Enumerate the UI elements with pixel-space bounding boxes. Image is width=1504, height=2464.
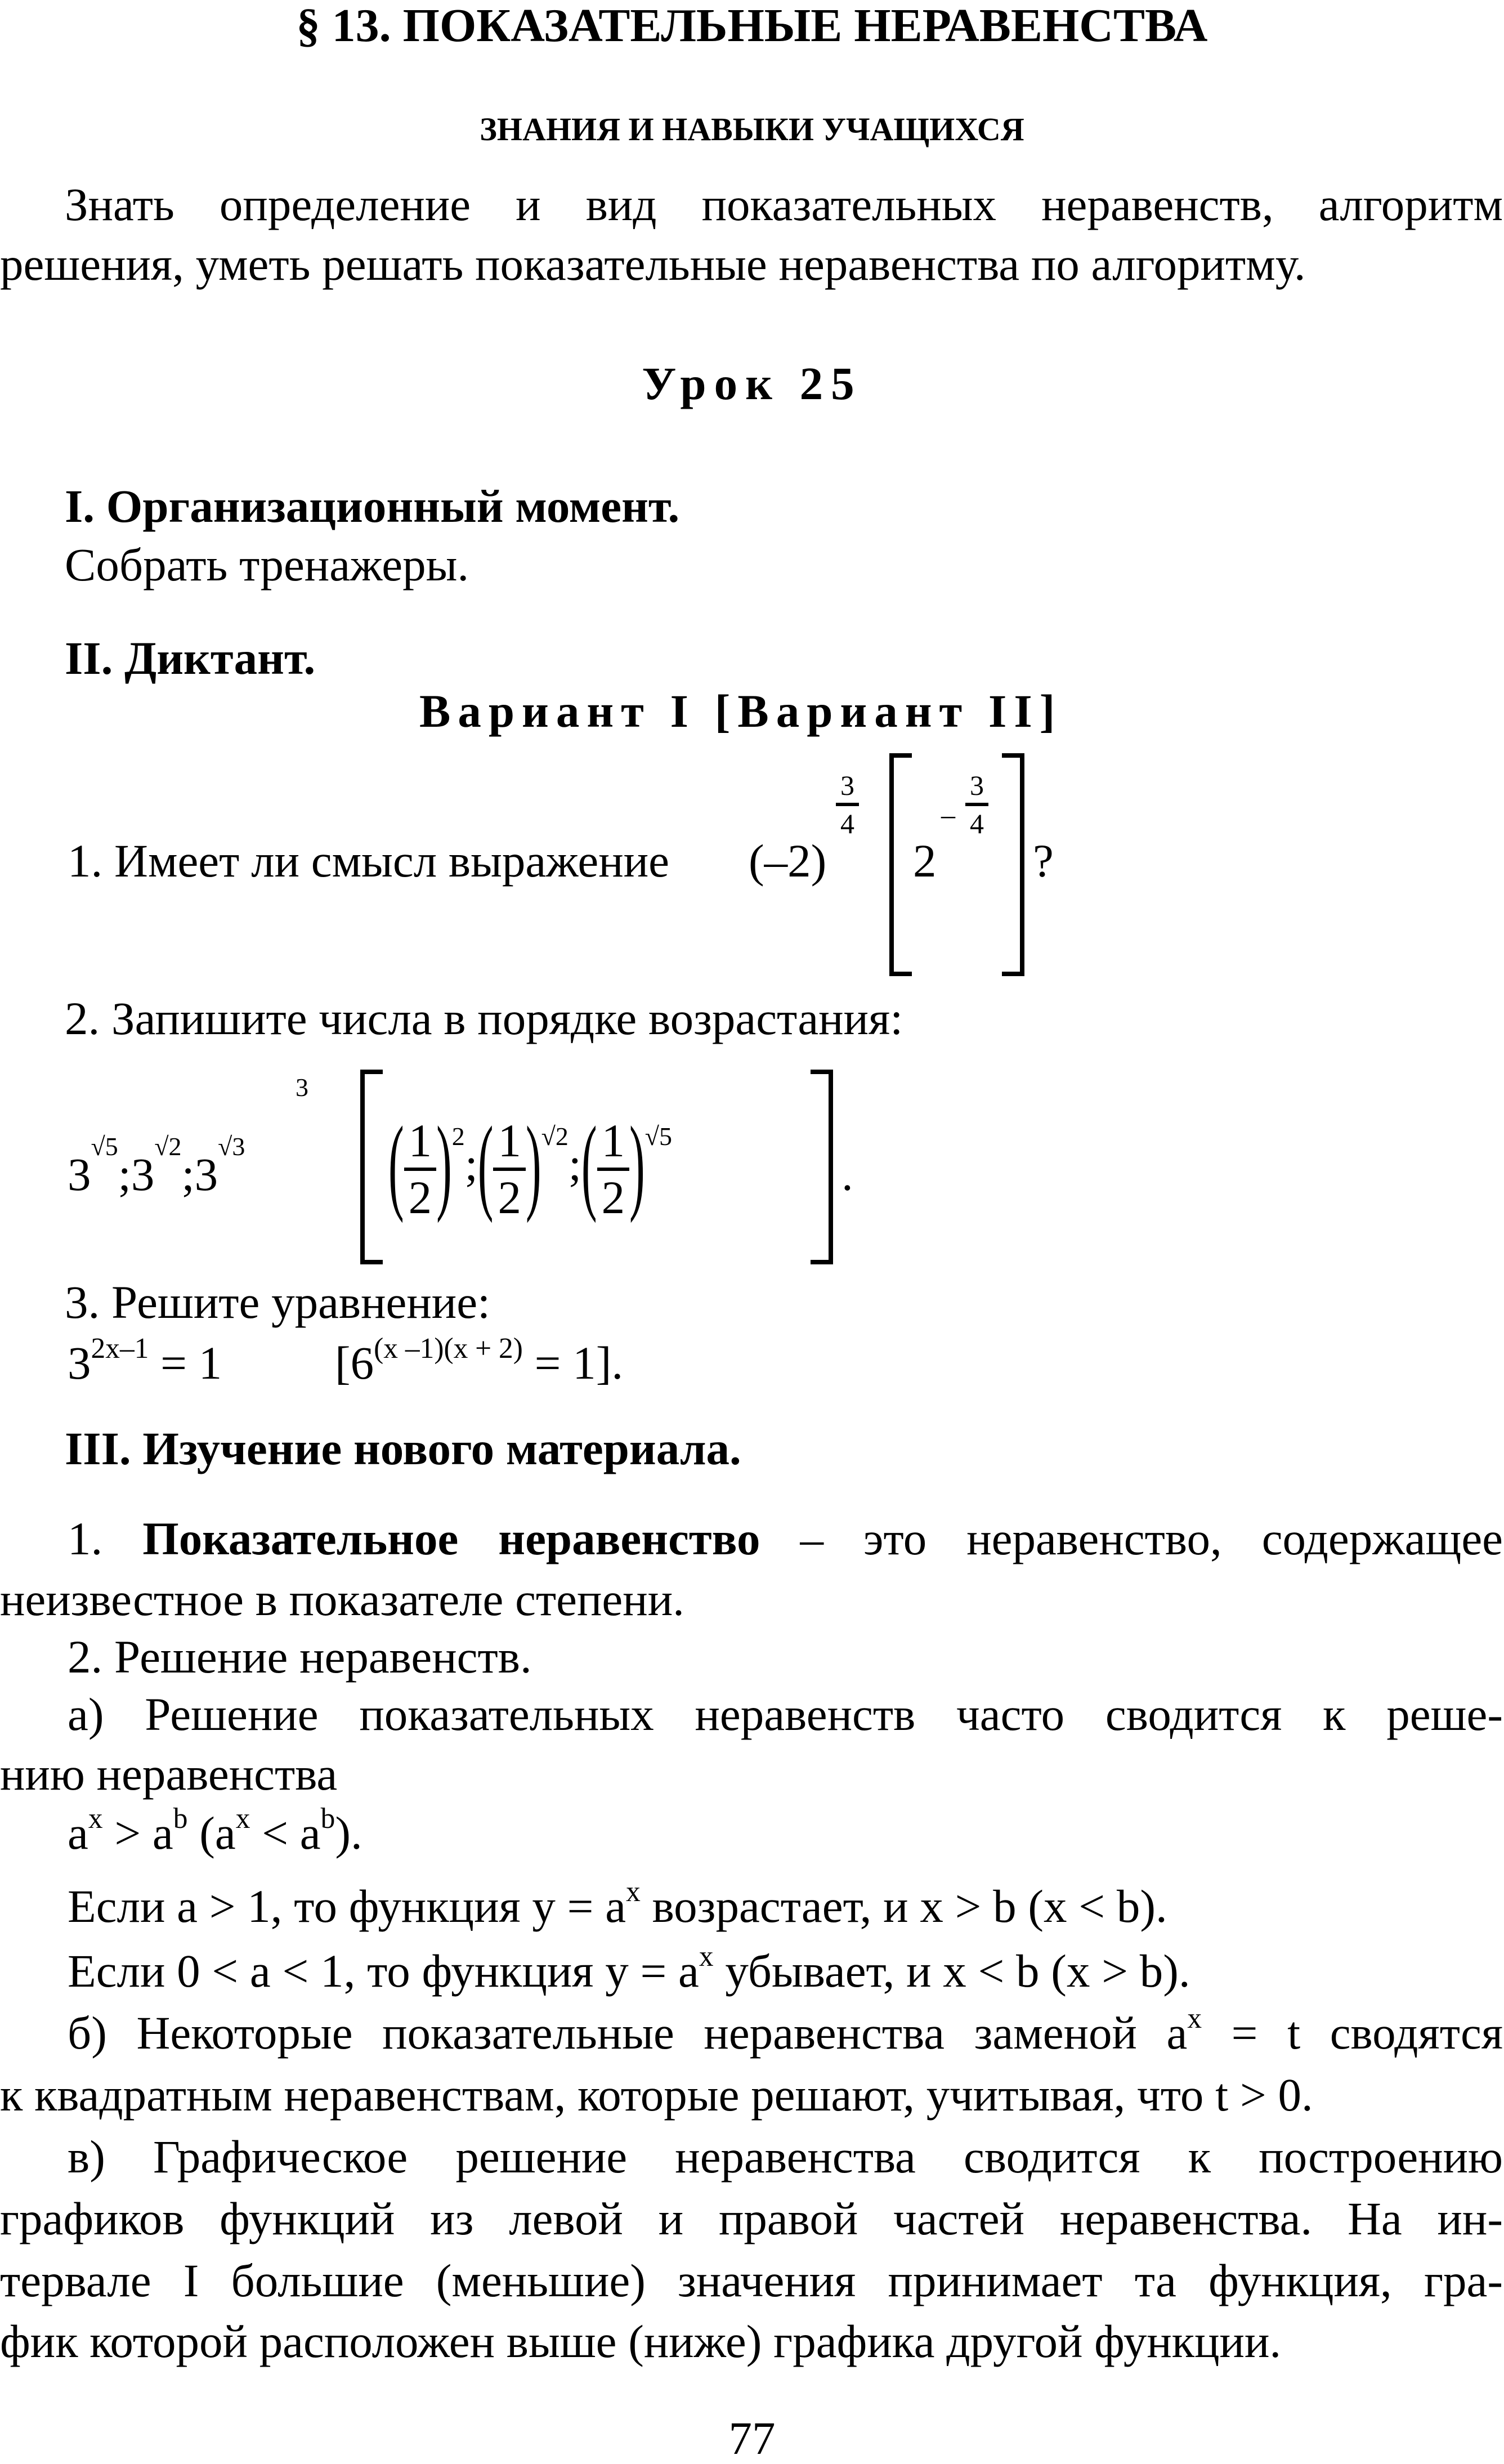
q1-exp-fraction: $\frac{3}{4}$ — [836, 771, 859, 838]
part2-heading: II. Диктант. — [65, 632, 316, 684]
section-subtitle: ЗНАНИЯ И НАВЫКИ УЧАЩИХСЯ — [480, 111, 1024, 147]
pa-line-2: нию неравенства — [0, 1748, 338, 1800]
half-fraction-3: $\frac{1}{2}$ — [597, 1117, 630, 1221]
q1-text: 1. Имеет ли смысл выражение — [68, 835, 669, 887]
q2-left-bracket — [360, 1070, 383, 1264]
half-fraction-2: $\frac{1}{2}$ — [493, 1117, 526, 1221]
q2-right-list: ( $\frac{1}{2}$ )$^2$;( $\frac{1}{2}$ )$^{√2}$;( $\frac{1}{2}$ )$^{√5}$ — [388, 1104, 672, 1224]
q1-exp-minus: – — [941, 799, 955, 830]
pv-line-1: в) Графическое решение неравенства сводится к построению — [68, 2131, 1503, 2183]
q3-equation-1: $3^{2x-1} = 1$ — [68, 1332, 222, 1389]
q2-cube-root-index: 3 — [296, 1073, 308, 1102]
section-title: § 13. ПОКАЗАТЕЛЬНЫЕ НЕРАВЕНСТВА — [296, 0, 1208, 52]
intro-line-2: решения, уметь решать показательные неравенства по алгоритму. — [0, 238, 1306, 290]
inequality-formula: $a^x > a^b$ $(a^x < a^b)$. — [68, 1802, 362, 1859]
part1-text: Собрать тренажеры. — [65, 539, 469, 591]
q2-left-list: $3^{√5};3^{√2};3^{√3}$ — [68, 1132, 245, 1200]
part3-heading: III. Изучение нового материала. — [65, 1423, 741, 1474]
pb-line-2: к квадратным неравенствам, которые решают, учитывая, что t > 0. — [0, 2069, 1313, 2121]
q1-base-1: (–2) — [749, 835, 827, 887]
q3-text: 3. Решите уравнение: — [65, 1276, 491, 1328]
condition-line-1: Если a > 1, то функция $y = a^x$ возрастает, и x > b (x < b). — [68, 1875, 1167, 1932]
pa-line-1: а) Решение показательных неравенств часто сводится к реше- — [68, 1688, 1503, 1740]
half-fraction-1: $\frac{1}{2}$ — [404, 1117, 437, 1221]
pb-line-1: б) Некоторые показательные неравенства заменой $a^x = t$ сводятся — [68, 2002, 1503, 2059]
part1-heading: I. Организационный момент. — [65, 480, 680, 532]
q1-exponent-1 — [836, 771, 859, 838]
page-number: 77 — [728, 2412, 776, 2464]
p2-line: 2. Решение неравенств. — [68, 1631, 532, 1683]
pv-line-3: тервале I большие (меньшие) значения принимает та функция, гра- — [0, 2255, 1503, 2306]
q1-base-2: 2 — [913, 835, 937, 887]
q3-equation-2: $[6^{(x -1)(x + 2)} = 1]$. — [335, 1332, 624, 1389]
q1-exp2-fraction: $\frac{3}{4}$ — [965, 771, 988, 838]
q1-exponent-2 — [965, 771, 988, 838]
p1-line-2: неизвестное в показателе степени. — [0, 1573, 684, 1625]
lesson-title: Урок 25 — [642, 357, 862, 409]
pv-line-2: графиков функций из левой и правой частей неравенства. На ин- — [0, 2193, 1503, 2244]
intro-line-1: Знать определение и вид показательных неравенств, алгоритм — [65, 178, 1503, 230]
variant-label: Вариант I [Вариант II] — [419, 685, 1063, 737]
pv-line-4: фик которой расположен выше (ниже) графика другой функции. — [0, 2315, 1282, 2367]
condition-line-2: Если 0 < a < 1, то функция $y = a^x$ убывает, и x < b (x > b). — [68, 1940, 1190, 1997]
q1-right-bracket — [1002, 753, 1024, 976]
q2-right-bracket — [811, 1070, 833, 1264]
p1-line-1: 1. Показательное неравенство – это неравенство, содержащее — [68, 1513, 1503, 1564]
q1-left-bracket — [889, 753, 912, 976]
q2-text: 2. Запишите числа в порядке возрастания: — [65, 992, 903, 1044]
q1-question-mark: ? — [1033, 835, 1054, 887]
q2-dot: . — [841, 1148, 853, 1200]
